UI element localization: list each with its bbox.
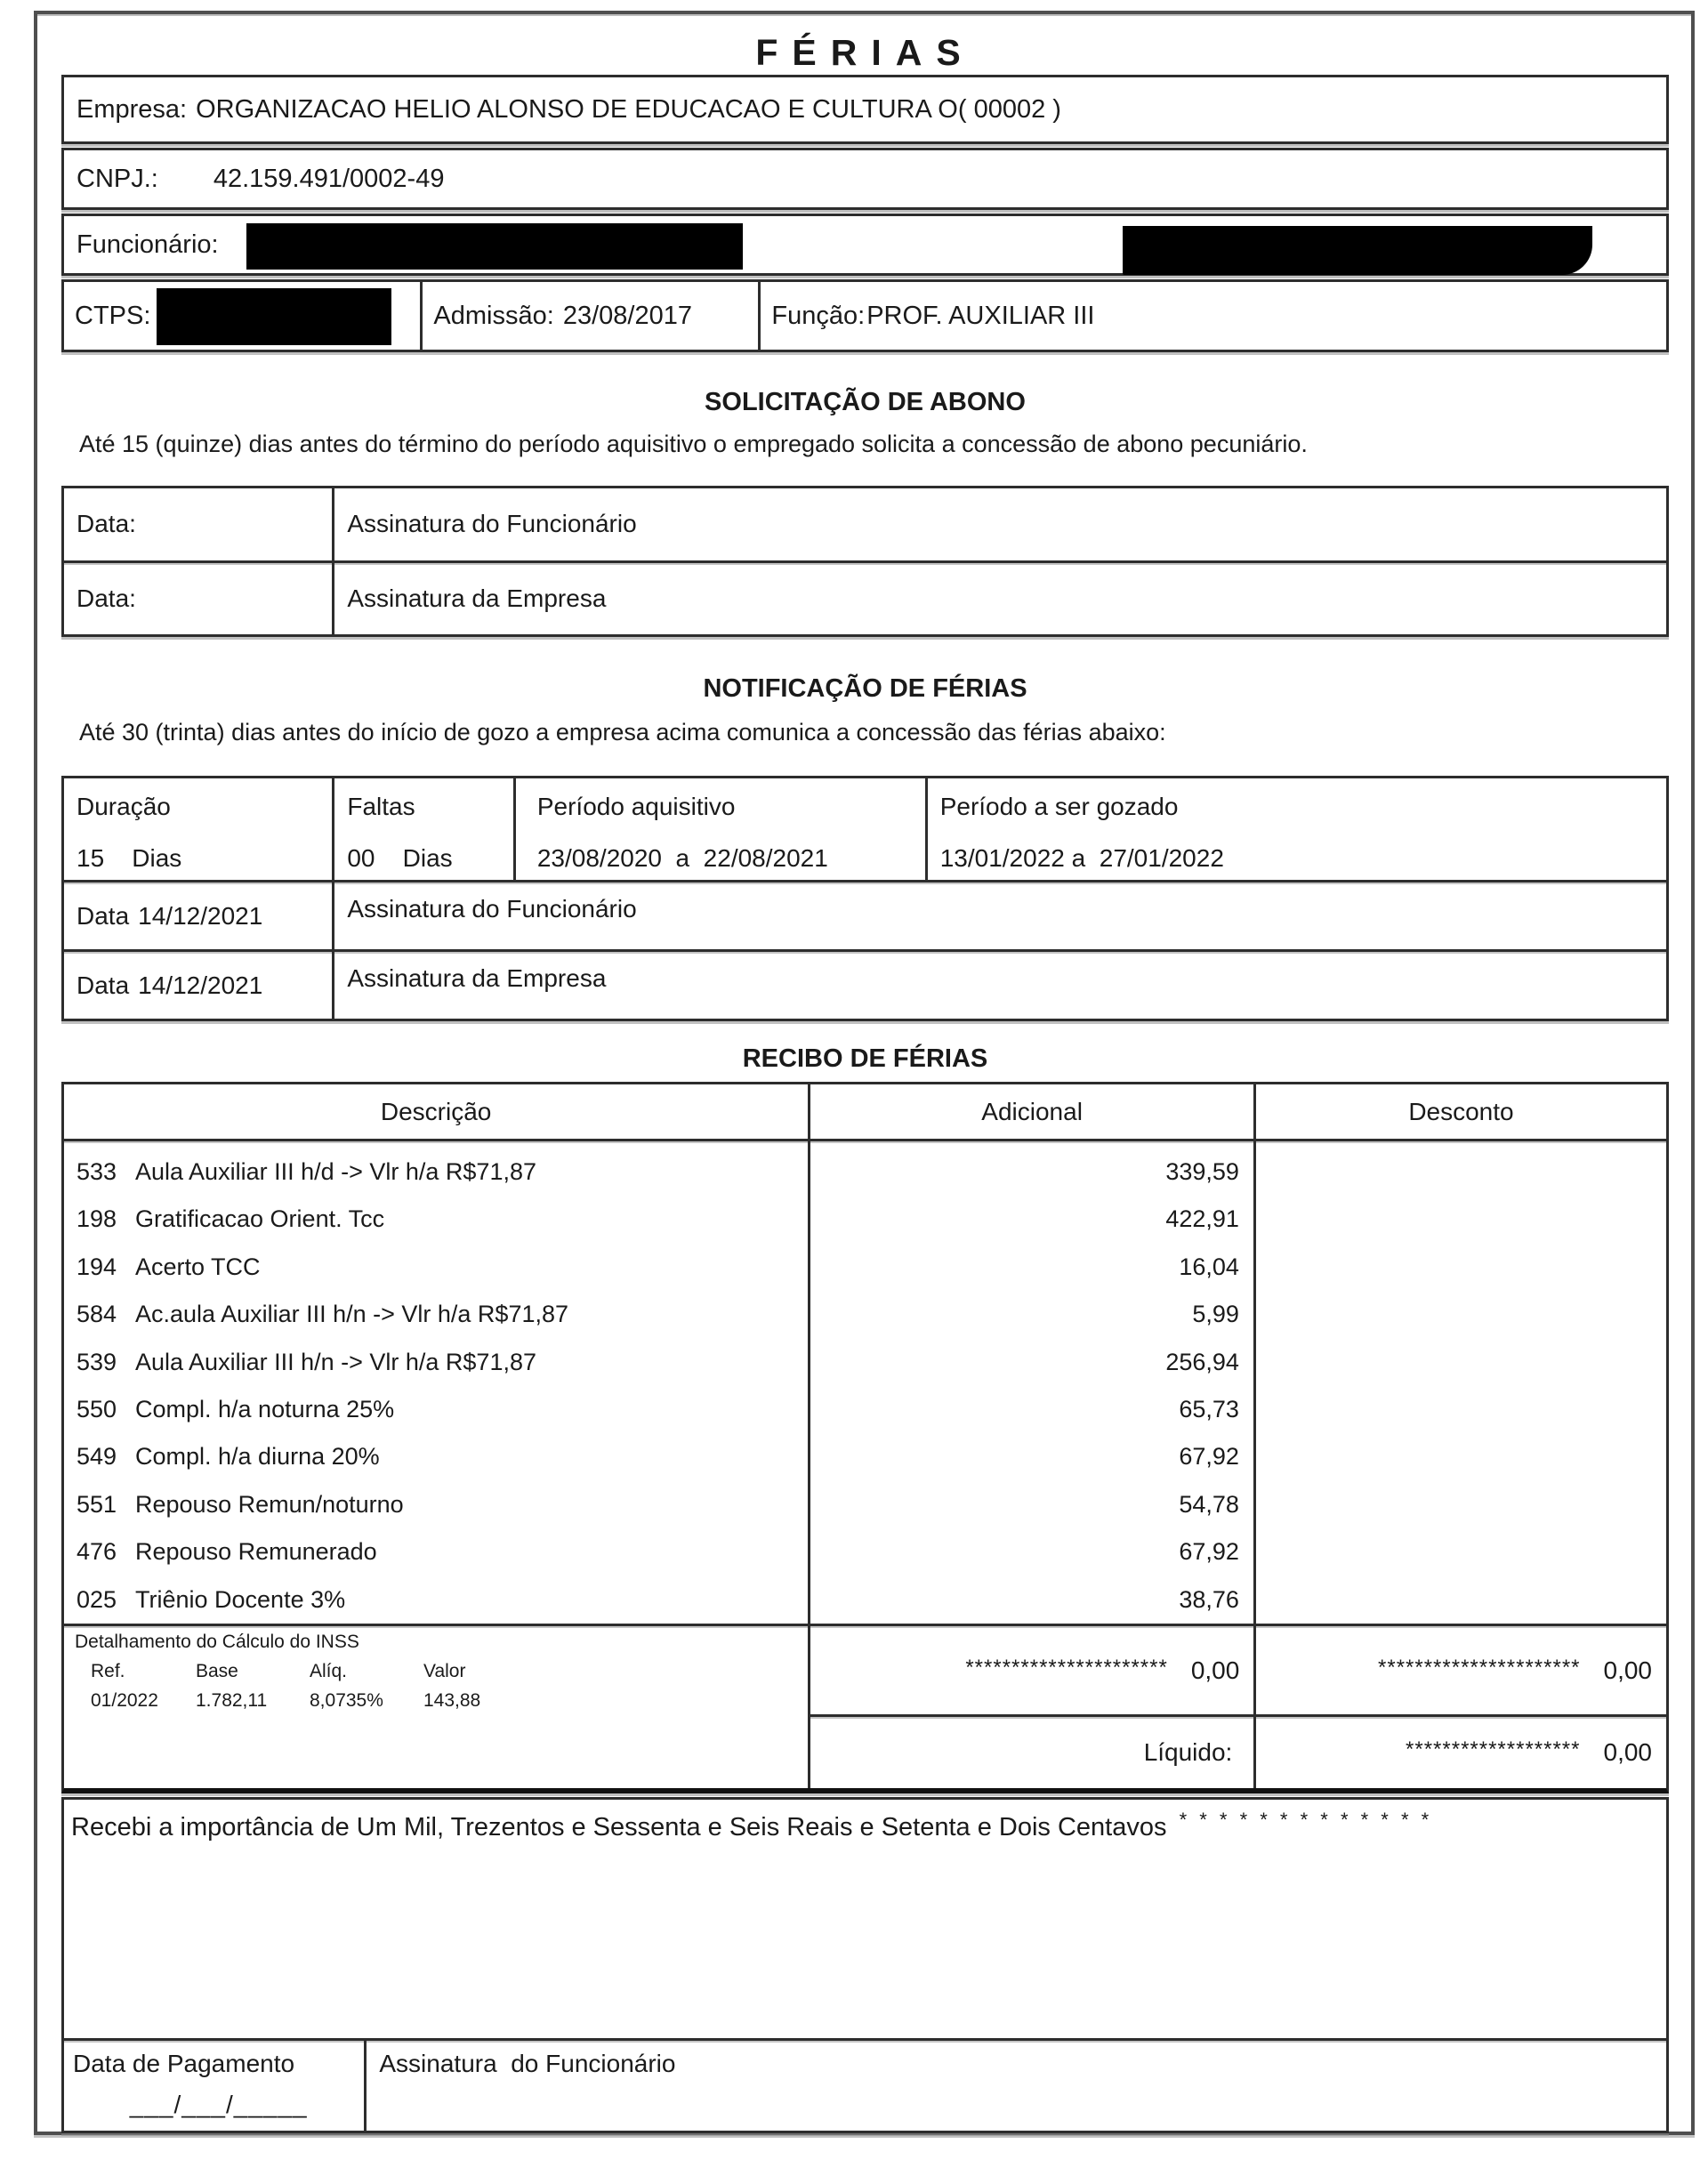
inss-aliq-label: Alíq. [310, 1661, 348, 1681]
totals-columns [810, 1626, 1666, 1788]
liquido-value-cell [1256, 1717, 1666, 1788]
inss-ref-label: Ref. [91, 1661, 125, 1681]
recibo-items [64, 1141, 1666, 1624]
recebi-statement [64, 1800, 1666, 2038]
faltas-label: Faltas [347, 793, 415, 820]
item-description: Repouso Remun/noturno [135, 1490, 404, 1518]
assinatura-funcionario-label: Assinatura do Funcionário [379, 2050, 676, 2077]
periodo-gozado-cell [928, 778, 1666, 880]
recibo-table [61, 1082, 1669, 1793]
recibo-adicional-column [810, 1141, 1256, 1624]
ferias-document [34, 11, 1695, 2135]
item-code: 539 [77, 1348, 117, 1375]
periodo-gozado-value: 13/01/2022 a 27/01/2022 [939, 844, 1224, 872]
item-description: Aula Auxiliar III h/n -> Vlr h/a R$71,87 [135, 1348, 536, 1375]
item-row [64, 1291, 808, 1338]
assinatura-label: Assinatura da Empresa [347, 584, 607, 612]
item-adicional-value: 256,94 [1165, 1348, 1239, 1375]
empresa-box [61, 75, 1669, 144]
inss-detail-cell [64, 1626, 810, 1788]
item-adicional-value: 65,73 [1179, 1395, 1239, 1422]
desconto-total-cell [1256, 1626, 1666, 1714]
inss-header-row [73, 1661, 799, 1682]
signature-row [64, 880, 1666, 949]
col-adicional: Adicional [810, 1084, 1256, 1139]
item-adicional-value: 16,04 [1179, 1253, 1239, 1280]
item-code: 476 [77, 1538, 117, 1566]
liquido-label: Líquido: [810, 1717, 1256, 1788]
inss-valor-label: Valor [423, 1661, 466, 1681]
item-row [64, 1196, 808, 1243]
faltas-value: 00 Dias [347, 844, 453, 872]
ctps-box [61, 279, 1669, 352]
funcao-value: PROF. AUXILIAR III [866, 301, 1095, 330]
periodo-aquisitivo-value: 23/08/2020 a 22/08/2021 [536, 844, 828, 872]
redaction-box [246, 223, 743, 270]
redaction-box [1123, 226, 1592, 275]
notificacao-section-title: NOTIFICAÇÃO DE FÉRIAS [703, 674, 1027, 703]
recebi-stars: * * * * * * * * * * * * * [1179, 1809, 1433, 1831]
recibo-totals-area [64, 1624, 1666, 1788]
funcionario-label: Funcionário: [77, 230, 219, 259]
notificacao-table [61, 776, 1669, 1021]
abono-signature-table [61, 486, 1669, 637]
item-row [64, 1339, 808, 1386]
recebi-text: Recebi a importância de Um Mil, Trezentos e Sessenta e Seis Reais e Setenta e Dois Centavos [71, 1813, 1167, 1842]
inss-valor-value: 143,88 [423, 1690, 481, 1711]
recebi-box [61, 1797, 1669, 2133]
item-description: Repouso Remunerado [135, 1538, 377, 1566]
data-cell [64, 952, 334, 1019]
signature-row [64, 488, 1666, 560]
item-description: Ac.aula Auxiliar III h/n -> Vlr h/a R$71,87 [135, 1301, 569, 1328]
data-pagamento-label: Data de Pagamento [73, 2050, 295, 2077]
empresa-value: ORGANIZACAO HELIO ALONSO DE EDUCACAO E CULTURA O( 00002 ) [196, 94, 1061, 124]
adicional-total-stars: ********************** [965, 1655, 1168, 1680]
periodo-aquisitivo-label: Período aquisitivo [536, 793, 736, 820]
recibo-section-title: RECIBO DE FÉRIAS [742, 1044, 988, 1073]
col-descricao: Descrição [64, 1084, 810, 1139]
assinatura-label: Assinatura do Funcionário [347, 895, 637, 923]
periodo-gozado-label: Período a ser gozado [939, 793, 1179, 820]
item-row [64, 1576, 808, 1624]
admissao-cell [423, 282, 761, 350]
notificacao-text: Até 30 (trinta) dias antes do início de gozo a empresa acima comunica a concessão das férias abaixo: [79, 719, 1166, 745]
abono-text: Até 15 (quinze) dias antes do término do período aquisitivo o empregado solicita a concessão de abono pecuniário. [79, 431, 1308, 457]
item-code: 551 [77, 1490, 117, 1518]
data-label: Data: [64, 563, 334, 635]
funcao-cell [761, 282, 1666, 350]
inss-base-label: Base [196, 1661, 238, 1681]
document-title: FÉRIAS [755, 32, 975, 73]
ctps-cell [64, 282, 423, 350]
desconto-total-stars: ********************** [1378, 1655, 1581, 1680]
item-row [64, 1386, 808, 1433]
recibo-desconto-column [1256, 1141, 1666, 1624]
empresa-label: Empresa: [77, 94, 188, 124]
signature-row [64, 949, 1666, 1019]
cnpj-value: 42.159.491/0002-49 [213, 164, 445, 193]
data-pagamento-cell [64, 2041, 367, 2131]
item-adicional-value: 5,99 [1192, 1301, 1239, 1328]
liquido-value: 0,00 [1603, 1738, 1652, 1767]
item-code: 549 [77, 1443, 117, 1471]
admissao-label: Admissão: [433, 301, 554, 330]
recibo-descricao-column [64, 1141, 810, 1624]
cnpj-box [61, 148, 1669, 210]
inss-aliq-value: 8,0735% [310, 1690, 383, 1711]
item-row [64, 1148, 808, 1196]
abono-section-title: SOLICITAÇÃO DE ABONO [705, 388, 1026, 416]
item-adicional-value: 54,78 [1179, 1490, 1239, 1518]
cnpj-label: CNPJ.: [77, 164, 158, 193]
col-desconto: Desconto [1408, 1097, 1514, 1125]
duracao-cell [64, 778, 334, 880]
item-row [64, 1433, 808, 1480]
item-row [64, 1528, 808, 1576]
faltas-cell [334, 778, 516, 880]
adicional-total-value: 0,00 [1190, 1656, 1240, 1684]
item-code: 025 [77, 1585, 117, 1613]
assinatura-label: Assinatura da Empresa [347, 964, 607, 992]
liquido-stars: ******************* [1406, 1737, 1581, 1762]
data-cell [64, 882, 334, 949]
data-value: 14/12/2021 [138, 971, 263, 999]
item-description: Compl. h/a noturna 25% [135, 1395, 395, 1422]
funcao-label: Função: [771, 301, 866, 330]
item-adicional-value: 422,91 [1165, 1205, 1239, 1233]
item-description: Aula Auxiliar III h/d -> Vlr h/a R$71,87 [135, 1158, 536, 1185]
adicional-total-cell [810, 1626, 1256, 1714]
data-value: 14/12/2021 [138, 901, 263, 930]
notificacao-signature-rows [64, 880, 1666, 1019]
inss-title: Detalhamento do Cálculo do INSS [75, 1632, 359, 1652]
inss-values-row [73, 1690, 799, 1712]
ctps-label: CTPS: [75, 301, 151, 330]
redaction-box [157, 288, 391, 345]
admissao-value: 23/08/2017 [562, 301, 692, 330]
funcionario-box [61, 214, 1669, 276]
item-adicional-value: 339,59 [1165, 1158, 1239, 1185]
data-label: Data [77, 901, 130, 930]
item-adicional-value: 38,76 [1179, 1585, 1239, 1613]
item-row [64, 1481, 808, 1528]
pagamento-row [64, 2038, 1666, 2131]
item-code: 550 [77, 1395, 117, 1422]
data-label: Data: [64, 488, 334, 560]
item-adicional-value: 67,92 [1179, 1443, 1239, 1471]
item-row [64, 1244, 808, 1291]
data-pagamento-blank: ___/___/_____ [129, 2091, 308, 2118]
notificacao-header-row [64, 778, 1666, 880]
duracao-label: Duração [77, 793, 171, 820]
item-adicional-value: 67,92 [1179, 1538, 1239, 1566]
item-code: 533 [77, 1158, 117, 1185]
inss-ref-value: 01/2022 [91, 1690, 158, 1711]
desconto-total-value: 0,00 [1603, 1656, 1652, 1684]
item-description: Triênio Docente 3% [135, 1585, 346, 1613]
recibo-header-row [64, 1084, 1666, 1141]
signature-row [64, 560, 1666, 635]
duracao-value: 15 Dias [77, 844, 182, 872]
item-description: Gratificacao Orient. Tcc [135, 1205, 385, 1233]
item-code: 198 [77, 1205, 117, 1233]
inss-base-value: 1.782,11 [196, 1690, 268, 1711]
item-code: 584 [77, 1301, 117, 1328]
periodo-aquisitivo-cell [516, 778, 928, 880]
assinatura-label: Assinatura do Funcionário [347, 510, 637, 538]
data-label: Data [77, 971, 130, 999]
item-description: Compl. h/a diurna 20% [135, 1443, 380, 1471]
item-code: 194 [77, 1253, 117, 1280]
liquido-row [810, 1714, 1666, 1788]
totals-row [810, 1626, 1666, 1714]
item-description: Acerto TCC [135, 1253, 261, 1280]
